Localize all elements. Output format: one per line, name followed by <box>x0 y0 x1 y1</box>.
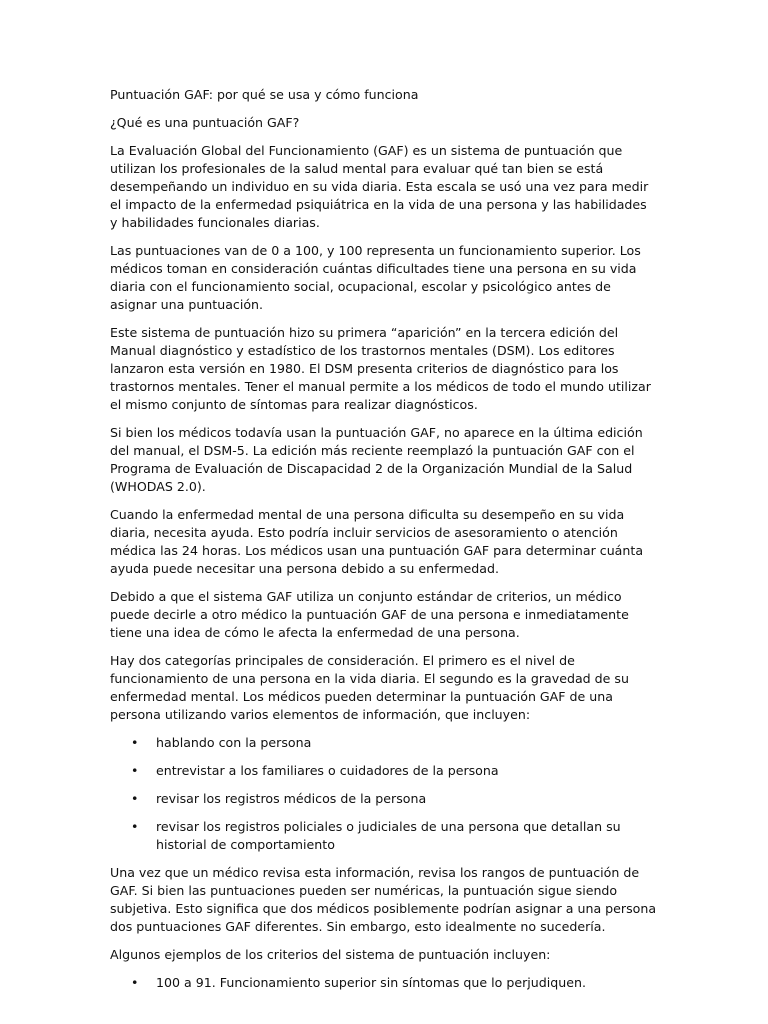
list-item <box>110 762 658 780</box>
document-title: Puntuación GAF: por qué se usa y cómo funciona <box>110 87 419 102</box>
list-item <box>110 790 658 808</box>
list-item <box>110 734 658 752</box>
bullet-icon: • <box>131 819 139 834</box>
list-item-text: 100 a 91. Funcionamiento superior sin síntomas que lo perjudiquen. <box>156 975 586 990</box>
info-sources-list <box>110 734 658 854</box>
bullet-icon: • <box>131 735 139 750</box>
bullet-icon: • <box>131 975 139 990</box>
paragraph-dsm5: Si bien los médicos todavía usan la puntuación GAF, no aparece en la última edición del manual, el DSM-5. La edición más reciente reemplazó la puntuación GAF con el Programa de Evaluación de Discapacidad 2 de la Organización Mundial de la Salud (WHODAS 2.0). <box>110 425 643 494</box>
bullet-icon: • <box>131 791 139 806</box>
document-page <box>110 86 658 1002</box>
list-item-text: entrevistar a los familiares o cuidadores de la persona <box>156 763 499 778</box>
list-item <box>110 974 658 992</box>
paragraph-criteria-intro: Algunos ejemplos de los criterios del sistema de puntuación incluyen: <box>110 947 551 962</box>
criteria-list <box>110 974 658 992</box>
paragraph-standard-criteria: Debido a que el sistema GAF utiliza un conjunto estándar de criterios, un médico puede decirle a otro médico la puntuación GAF de una persona e inmediatamente tiene una idea de cómo le afecta la enfermedad de una persona. <box>110 589 629 640</box>
list-item-text: hablando con la persona <box>156 735 312 750</box>
bullet-icon: • <box>131 763 139 778</box>
section-heading: ¿Qué es una puntuación GAF? <box>110 115 300 130</box>
list-item <box>110 818 658 854</box>
paragraph-need-help: Cuando la enfermedad mental de una persona dificulta su desempeño en su vida diaria, necesita ayuda. Esto podría incluir servicios de asesoramiento o atención médica las 24 horas. Los médicos usan una puntuación GAF para determinar cuánta ayuda puede necesitar una persona debido a su enfermedad. <box>110 507 644 576</box>
list-item-text: revisar los registros médicos de la persona <box>156 791 427 806</box>
paragraph-score-range: Las puntuaciones van de 0 a 100, y 100 representa un funcionamiento superior. Los médicos toman en consideración cuántas dificultades tiene una persona en su vida diaria con el funcionamiento social, ocupacional, escolar y psicológico antes de asignar una puntuación. <box>110 243 641 312</box>
paragraph-categories: Hay dos categorías principales de consideración. El primero es el nivel de funcionamiento de una persona en la vida diaria. El segundo es la gravedad de su enfermedad mental. Los médicos pueden determinar la puntuación GAF de una persona utilizando varios elementos de información, que incluyen: <box>110 653 629 722</box>
paragraph-dsm-history: Este sistema de puntuación hizo su primera “aparición” en la tercera edición del Manual diagnóstico y estadístico de los trastornos mentales (DSM). Los editores lanzaron esta versión en 1980. El DSM presenta criterios de diagnóstico para los trastornos mentales. Tener el manual permite a los médicos de todo el mundo utilizar el mismo conjunto de síntomas para realizar diagnósticos. <box>110 325 651 412</box>
paragraph-gaf-definition: La Evaluación Global del Funcionamiento (GAF) es un sistema de puntuación que utilizan los profesionales de la salud mental para evaluar qué tan bien se está desempeñando un individuo en su vida diaria. Esta escala se usó una vez para medir el impacto de la enfermedad psiquiátrica en la vida de una persona y las habilidades y habilidades funcionales diarias. <box>110 143 649 230</box>
list-item-text: revisar los registros policiales o judiciales de una persona que detallan su historial de comportamiento <box>156 819 621 852</box>
paragraph-subjective-score: Una vez que un médico revisa esta información, revisa los rangos de puntuación de GAF. Si bien las puntuaciones pueden ser numéricas, la puntuación sigue siendo subjetiva. Esto significa que dos médicos posiblemente podrían asignar a una persona dos puntuaciones GAF diferentes. Sin embargo, esto idealmente no sucedería. <box>110 865 657 934</box>
